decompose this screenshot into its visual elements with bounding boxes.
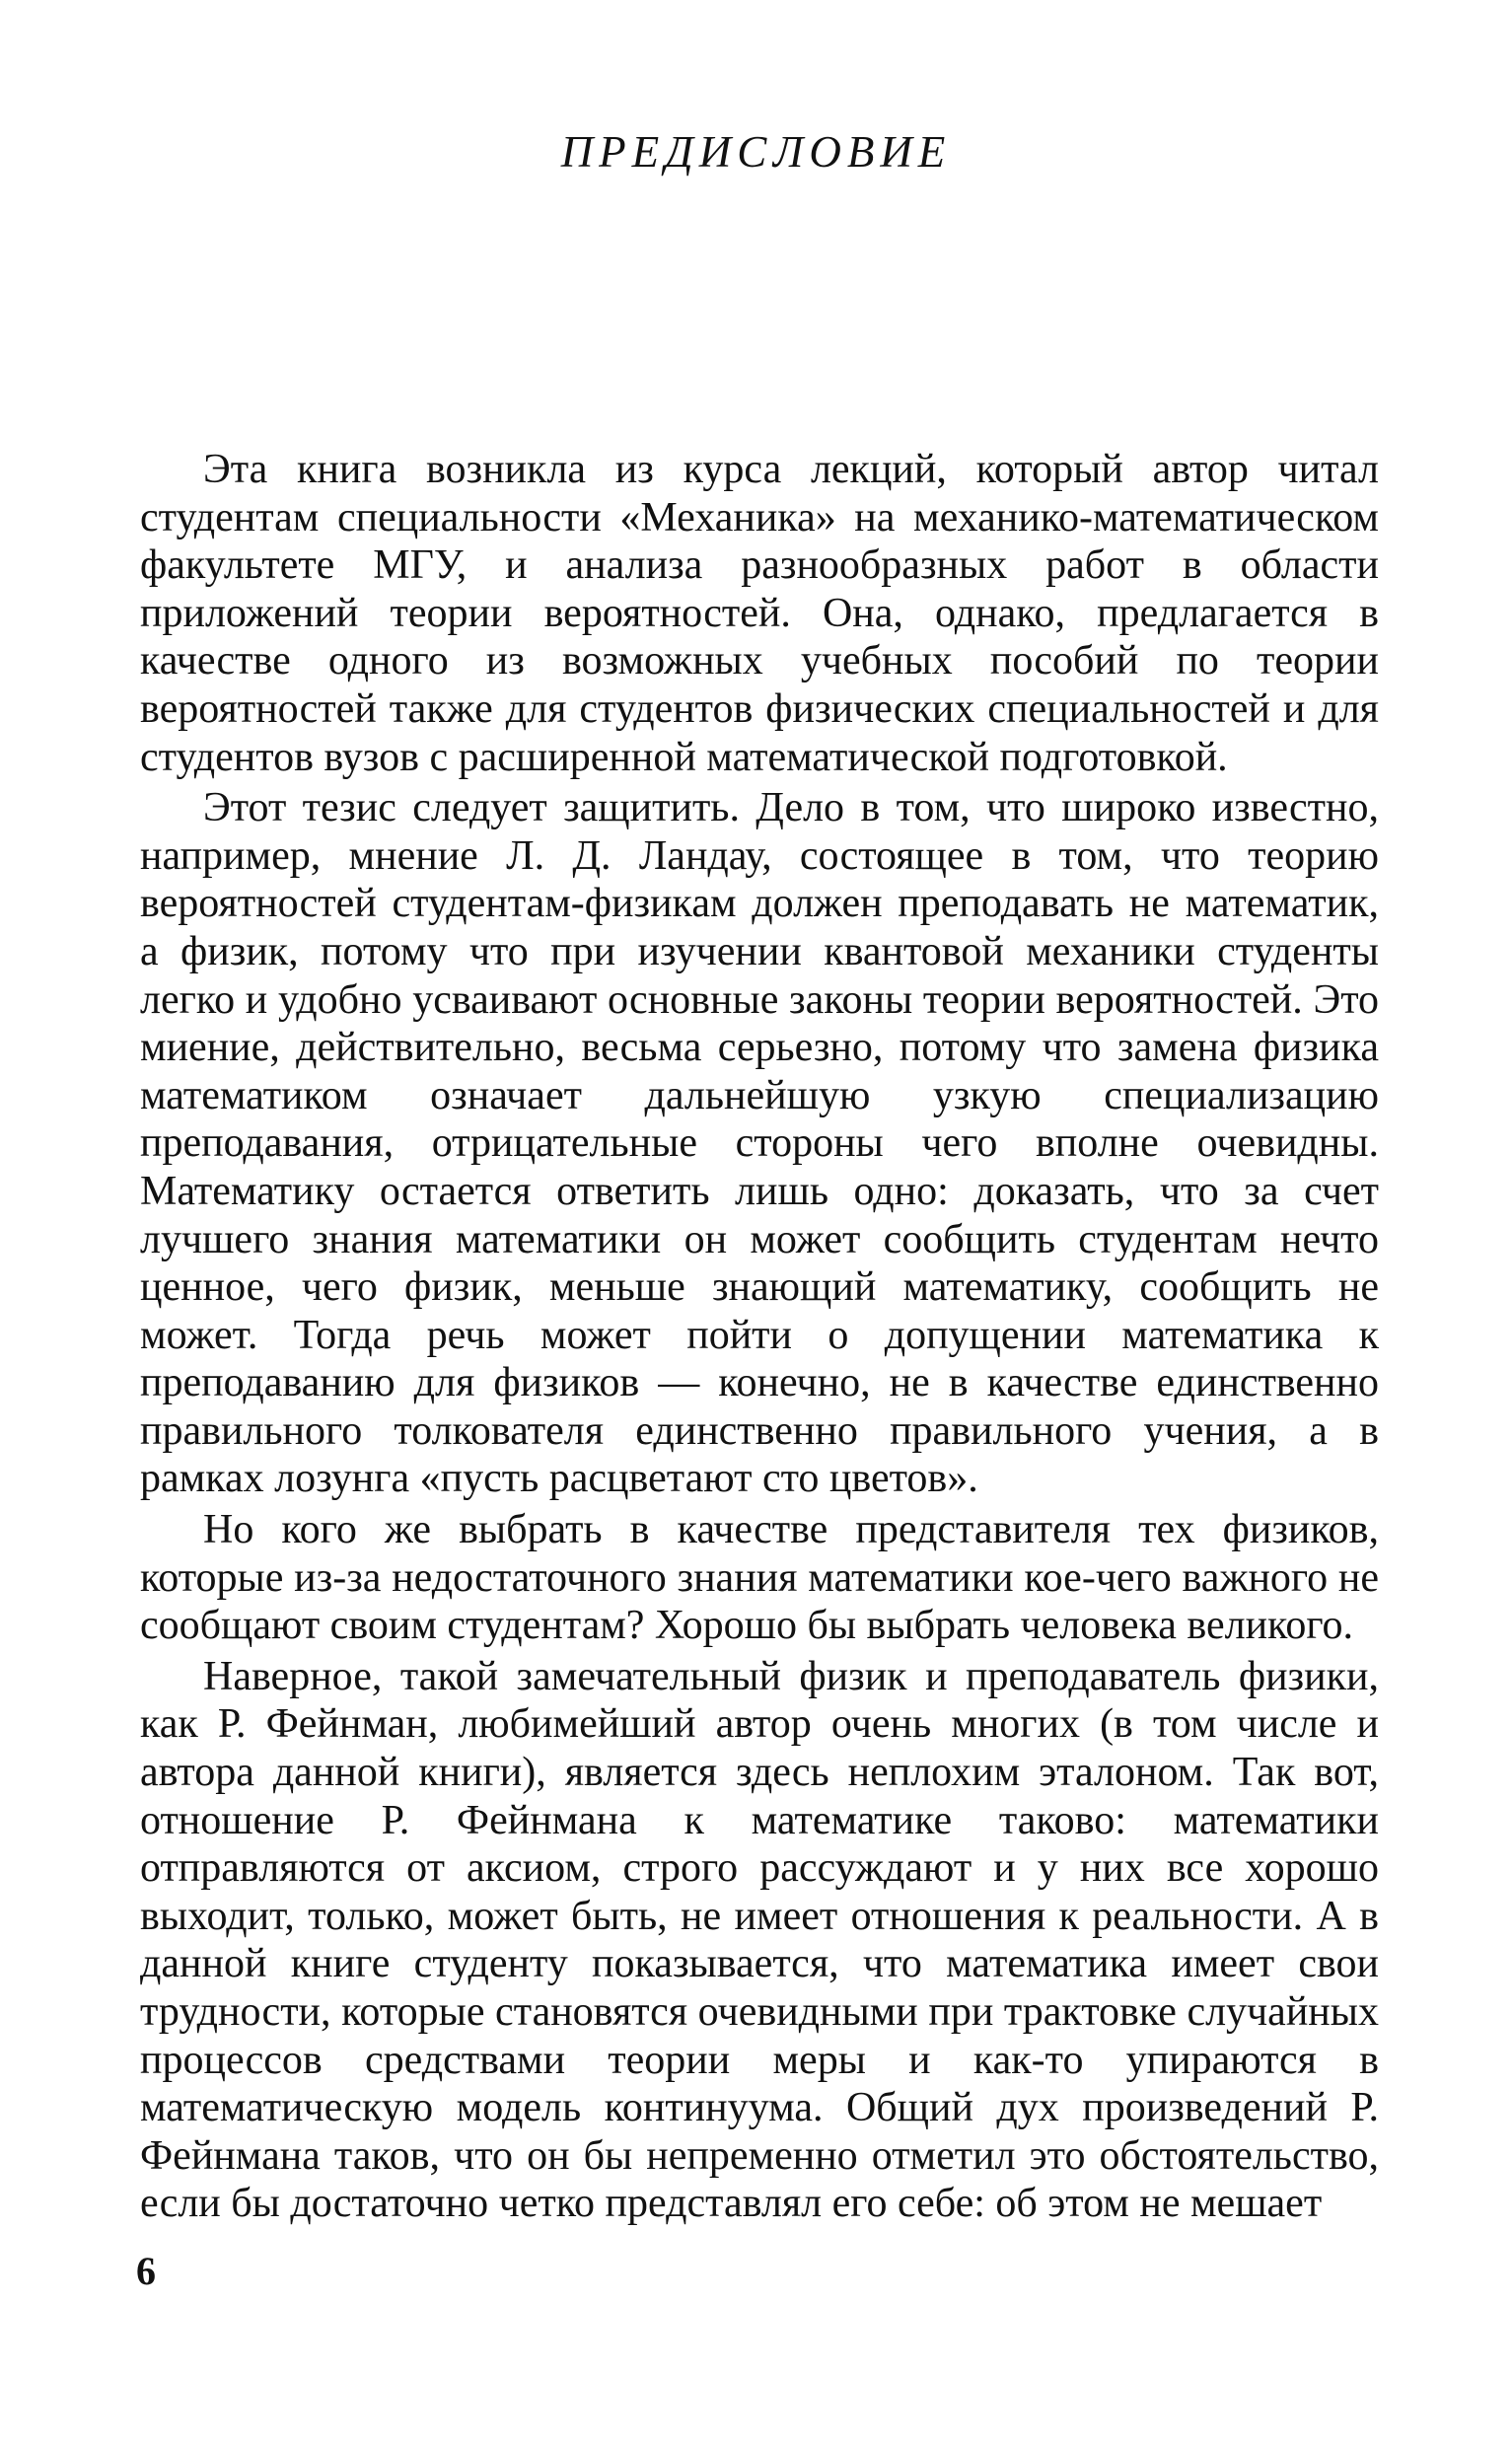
- paragraph: Наверное, такой замечательный физик и преподаватель физики, как Р. Фейнман, любимейший автор очень многих (в том числе и автора данной книги), является здесь неплохим эталоном. Так вот, отношение Р. Фейнмана к математике таково: математики отправляются от аксиом, строго рассуждают и у них все хорошо выходит, только, может быть, не имеет отношения к реальности. А в данной книге студенту показывается, что математика имеет свои трудности, которые становятся очевидными при трактовке случайных процессов средствами теории меры и как-то упираются в математическую модель континуума. Общий дух произведений Р. Фейнмана таков, что он бы непременно отметил это обстоятельство, если бы достаточно четко представлял его себе: об этом не мешает: [140, 1653, 1379, 2227]
- paragraph: Эта книга возникла из курса лекций, который автор читал студентам специальности «Механика» на механико-математическом факультете МГУ, и анализа разнообразных работ в области приложений теории вероятностей. Она, однако, предлагается в качестве одного из возможных учебных пособий по теории вероятностей также для студентов физических специальностей и для студентов вузов с расширенной математической подготовкой.: [140, 447, 1379, 780]
- paragraph: Но кого же выбрать в качестве представителя тех физиков, которые из-за недостаточного знания математики кое-чего важного не сообщают своим студентам? Хорошо бы выбрать человека великого.: [140, 1507, 1379, 1649]
- paragraph: Этот тезис следует защитить. Дело в том, что широко известно, например, мнение Л. Д. Ландау, состоящее в том, что теорию вероятностей студентам-физикам должен преподавать не математик, а физик, потому что при изучении квантовой механики студенты легко и удобно усваивают основные законы теории вероятностей. Это миение, действительно, весьма серьезно, потому что замена физика математиком означает дальнейшую узкую специализацию преподавания, отрицательные стороны чего вполне очевидны. Математику остается ответить лишь одно: доказать, что за счет лучшего знания математики он может сообщить студентам нечто ценное, чего физик, меньше знающий математику, сообщить не может. Тогда речь может пойти о допущении математика к преподаванию для физиков — конечно, не в качестве единственно правильного толкователя единственно правильного учения, а в рамках лозунга «пусть расцветают сто цветов».: [140, 785, 1379, 1502]
- text-body: [140, 446, 1379, 2231]
- page-title: ПРЕДИСЛОВИЕ: [560, 127, 952, 177]
- page-number: 6: [136, 2249, 156, 2293]
